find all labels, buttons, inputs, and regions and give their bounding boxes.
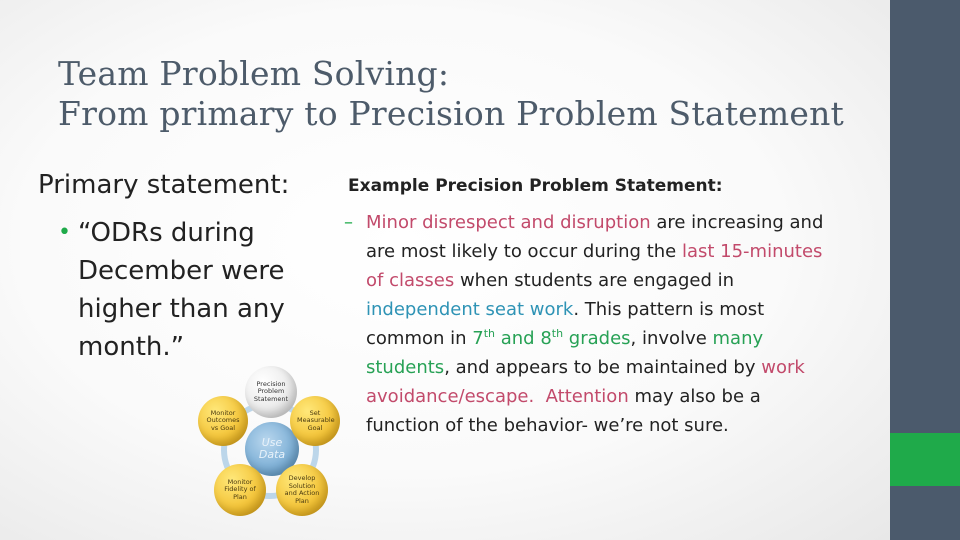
- cycle-step-top: [245, 366, 297, 418]
- hl-time: last 15-minutes of classes: [366, 241, 823, 291]
- hl-grade-7: 7: [472, 328, 484, 349]
- text-segment: . This pattern is most common in: [366, 299, 765, 349]
- hl-attention: Attention: [545, 386, 629, 407]
- text-segment: may also be a function of the behavior- we’re not sure.: [366, 386, 761, 436]
- precision-statement-paragraph: [344, 208, 836, 440]
- primary-statement-heading: Primary statement:: [38, 170, 290, 200]
- cycle-step-bottom-right: [276, 464, 328, 516]
- slide-title: [58, 54, 878, 134]
- sidebar-accent: [890, 433, 960, 486]
- hl-location: independent seat work: [366, 299, 574, 320]
- hl-grade-8: and 8: [495, 328, 552, 349]
- hl-grades: grades: [563, 328, 631, 349]
- hl-behavior: Minor disrespect and disruption: [366, 212, 651, 233]
- title-line-1: Team Problem Solving:: [58, 54, 450, 93]
- primary-statement-text: “ODRs during December were higher than any month.”: [78, 218, 285, 362]
- text-segment: are increasing and are most likely to occur during the: [366, 212, 824, 262]
- hl-function: work avoidance/escape.: [366, 357, 805, 407]
- text-segment: , and appears to be maintained by: [444, 357, 762, 378]
- bullet-dot-icon: •: [58, 220, 71, 245]
- cycle-step-bottom-left: [214, 464, 266, 516]
- hl-grade-7-sup: th: [483, 327, 496, 340]
- cycle-step-left: [198, 396, 248, 446]
- cycle-step-right-label: Set Measurable Goal: [297, 408, 335, 432]
- cycle-step-right: [290, 396, 340, 446]
- hl-who: many students: [366, 328, 764, 378]
- text-segment: , involve: [630, 328, 713, 349]
- title-line-2: From primary to Precision Problem Statement: [58, 94, 845, 133]
- dash-bullet-icon: –: [344, 212, 353, 233]
- hl-grade-8-sup: th: [551, 327, 564, 340]
- cycle-step-left-label: Monitor Outcomes vs Goal: [206, 408, 240, 432]
- cycle-step-top-label: Precision Problem Statement: [253, 379, 289, 403]
- precision-statement-heading: Example Precision Problem Statement:: [348, 176, 723, 196]
- cycle-step-bottom-left-label: Monitor Fidelity of Plan: [224, 477, 256, 501]
- text-segment: [534, 386, 545, 407]
- cycle-step-bottom-right-label: Develop Solution and Action Plan: [284, 474, 320, 505]
- text-segment: when students are engaged in: [454, 270, 735, 291]
- problem-solving-cycle-diagram: [190, 366, 350, 536]
- cycle-center-label: Use Data: [258, 436, 286, 461]
